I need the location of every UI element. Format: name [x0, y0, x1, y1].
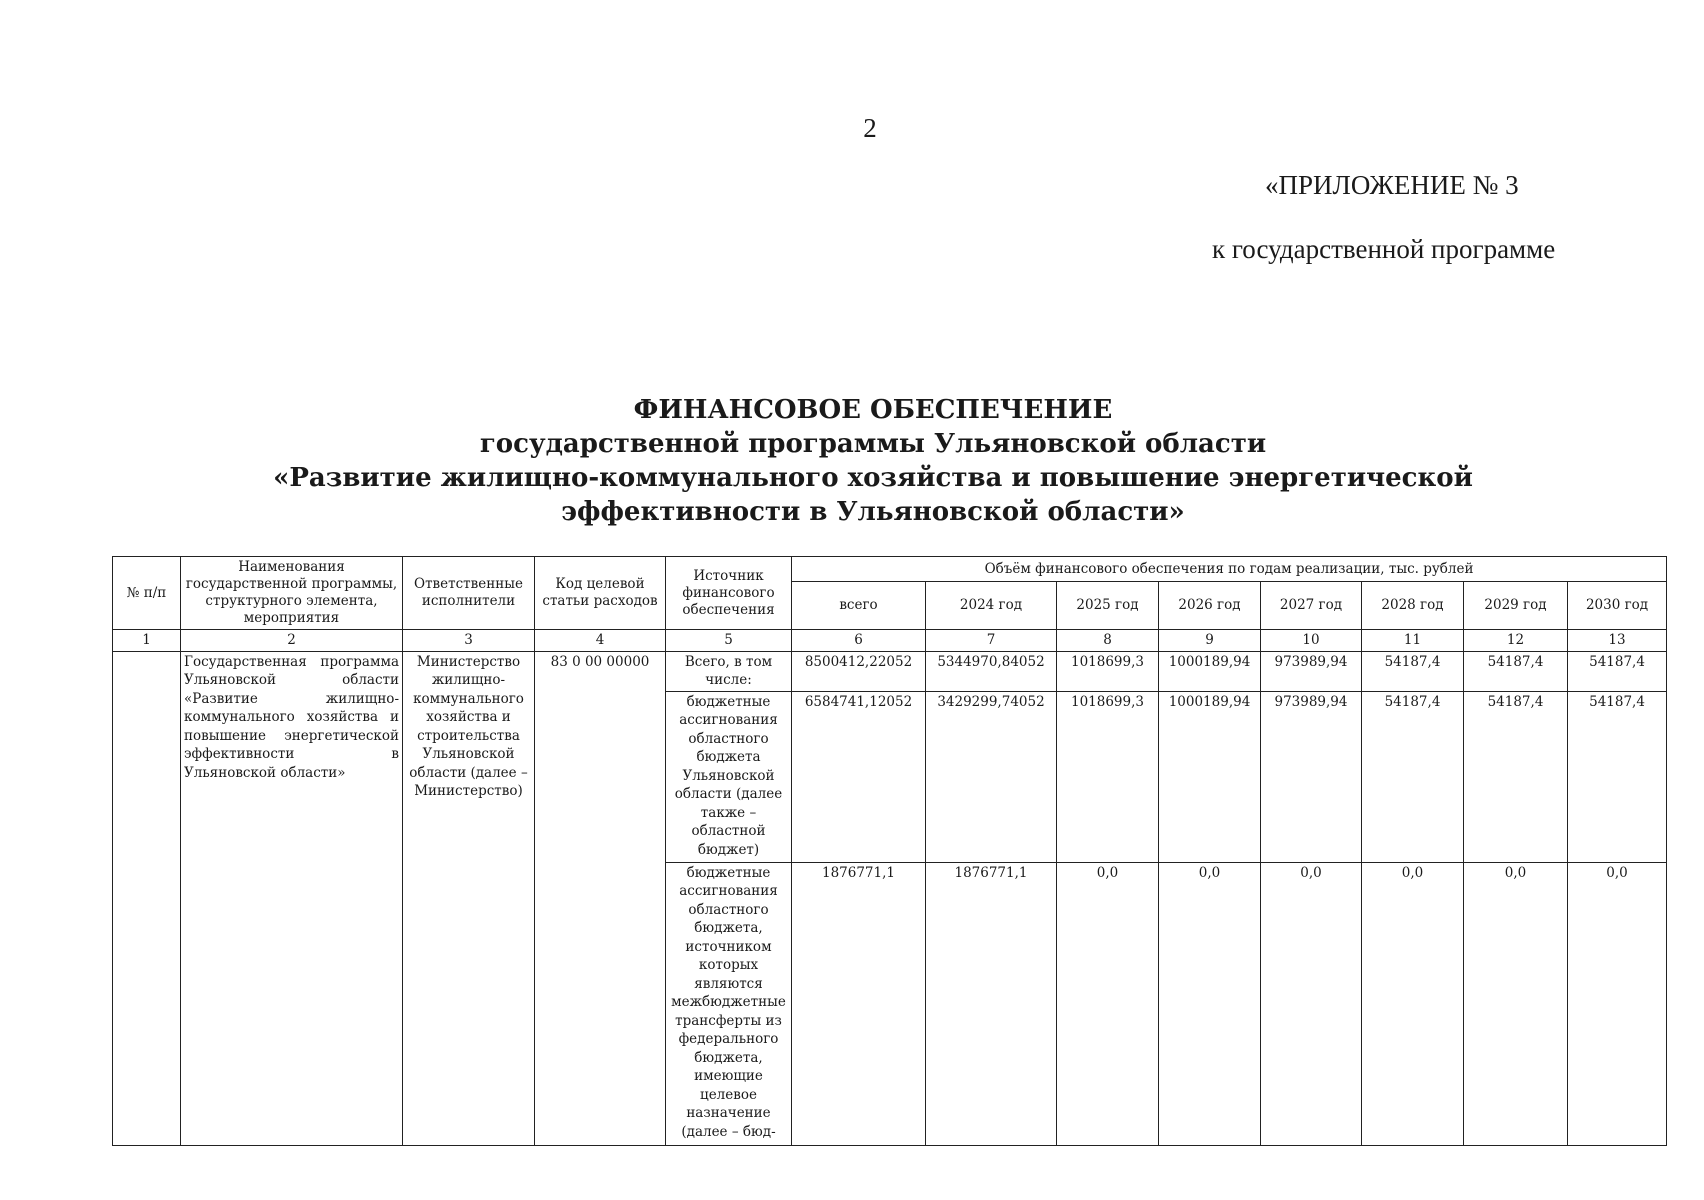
header-source: Источник финансового обеспечения [666, 557, 792, 630]
value-2026: 1000189,94 [1159, 651, 1261, 691]
header-volume-group: Объём финансового обеспечения по годам реализации, тыс. рублей [792, 557, 1667, 582]
header-2025: 2025 год [1057, 582, 1159, 630]
header-2028: 2028 год [1362, 582, 1464, 630]
header-number: № п/п [113, 557, 181, 630]
column-number: 8 [1057, 630, 1159, 652]
source-cell: Всего, в том числе: [666, 651, 792, 691]
value-2025: 0,0 [1057, 862, 1159, 1146]
value-2024: 1876771,1 [926, 862, 1057, 1146]
value-2025: 1018699,3 [1057, 651, 1159, 691]
column-number: 7 [926, 630, 1057, 652]
column-number: 4 [535, 630, 666, 652]
value-2030: 0,0 [1568, 862, 1667, 1146]
header-executor: Ответственные исполнители [403, 557, 535, 630]
value-2027: 973989,94 [1261, 651, 1362, 691]
header-2030: 2030 год [1568, 582, 1667, 630]
value-2028: 0,0 [1362, 862, 1464, 1146]
title-line-2: государственной программы Ульяновской области [479, 429, 1267, 459]
source-cell: бюджетные ассигнования областного бюджета, источником которых являются межбюджетные трансферты из федерального бюджета, имеющие целевое назначение (далее – бюд- [666, 862, 792, 1146]
column-number: 9 [1159, 630, 1261, 652]
value-2029: 0,0 [1464, 862, 1568, 1146]
value-2030: 54187,4 [1568, 691, 1667, 862]
column-number: 5 [666, 630, 792, 652]
header-name: Наименования государственной программы, структурного элемента, мероприятия [181, 557, 403, 630]
appendix-subtitle: к государственной программе [1212, 234, 1556, 264]
value-2026: 1000189,94 [1159, 691, 1261, 862]
document-title [0, 393, 1704, 529]
header-code: Код целевой статьи расходов [535, 557, 666, 630]
value-2025: 1018699,3 [1057, 691, 1159, 862]
value-2029: 54187,4 [1464, 651, 1568, 691]
source-cell: бюджетные ассигнования областного бюджета Ульяновской области (далее также – областной бюджет) [666, 691, 792, 862]
value-total: 1876771,1 [792, 862, 926, 1146]
header-total: всего [792, 582, 926, 630]
title-line-4: эффективности в Ульяновской области» [561, 497, 1185, 527]
column-number: 13 [1568, 630, 1667, 652]
code-cell: 83 0 00 00000 [535, 651, 666, 1146]
column-number: 6 [792, 630, 926, 652]
value-2029: 54187,4 [1464, 691, 1568, 862]
value-2024: 3429299,74052 [926, 691, 1057, 862]
financing-table [112, 556, 1667, 1146]
column-number: 1 [113, 630, 181, 652]
column-number: 2 [181, 630, 403, 652]
page-number: 2 [863, 113, 877, 143]
value-2030: 54187,4 [1568, 651, 1667, 691]
executor-cell: Министерство жилищно-коммунального хозяйства и строительства Ульяновской области (далее – Министерство) [403, 651, 535, 1146]
value-2024: 5344970,84052 [926, 651, 1057, 691]
value-total: 6584741,12052 [792, 691, 926, 862]
column-number-row [113, 630, 1667, 652]
value-2027: 0,0 [1261, 862, 1362, 1146]
header-2027: 2027 год [1261, 582, 1362, 630]
value-2028: 54187,4 [1362, 651, 1464, 691]
value-2026: 0,0 [1159, 862, 1261, 1146]
program-name-cell: Государственная программа Ульяновской области «Развитие жилищно-коммунального хозяйства и повышение энергетической эффективности в Ульяновской области» [181, 651, 403, 1146]
title-line-1: ФИНАНСОВОЕ ОБЕСПЕЧЕНИЕ [633, 395, 1113, 425]
appendix-title: «ПРИЛОЖЕНИЕ № 3 [1265, 170, 1519, 200]
value-2028: 54187,4 [1362, 691, 1464, 862]
header-2024: 2024 год [926, 582, 1057, 630]
column-number: 12 [1464, 630, 1568, 652]
title-line-3: «Развитие жилищно-коммунального хозяйства и повышение энергетической [273, 463, 1473, 493]
row-number-cell [113, 651, 181, 1146]
header-2026: 2026 год [1159, 582, 1261, 630]
value-total: 8500412,22052 [792, 651, 926, 691]
column-number: 10 [1261, 630, 1362, 652]
header-2029: 2029 год [1464, 582, 1568, 630]
column-number: 11 [1362, 630, 1464, 652]
table-row-total [113, 651, 1667, 691]
value-2027: 973989,94 [1261, 691, 1362, 862]
header-row-1 [113, 557, 1667, 582]
column-number: 3 [403, 630, 535, 652]
